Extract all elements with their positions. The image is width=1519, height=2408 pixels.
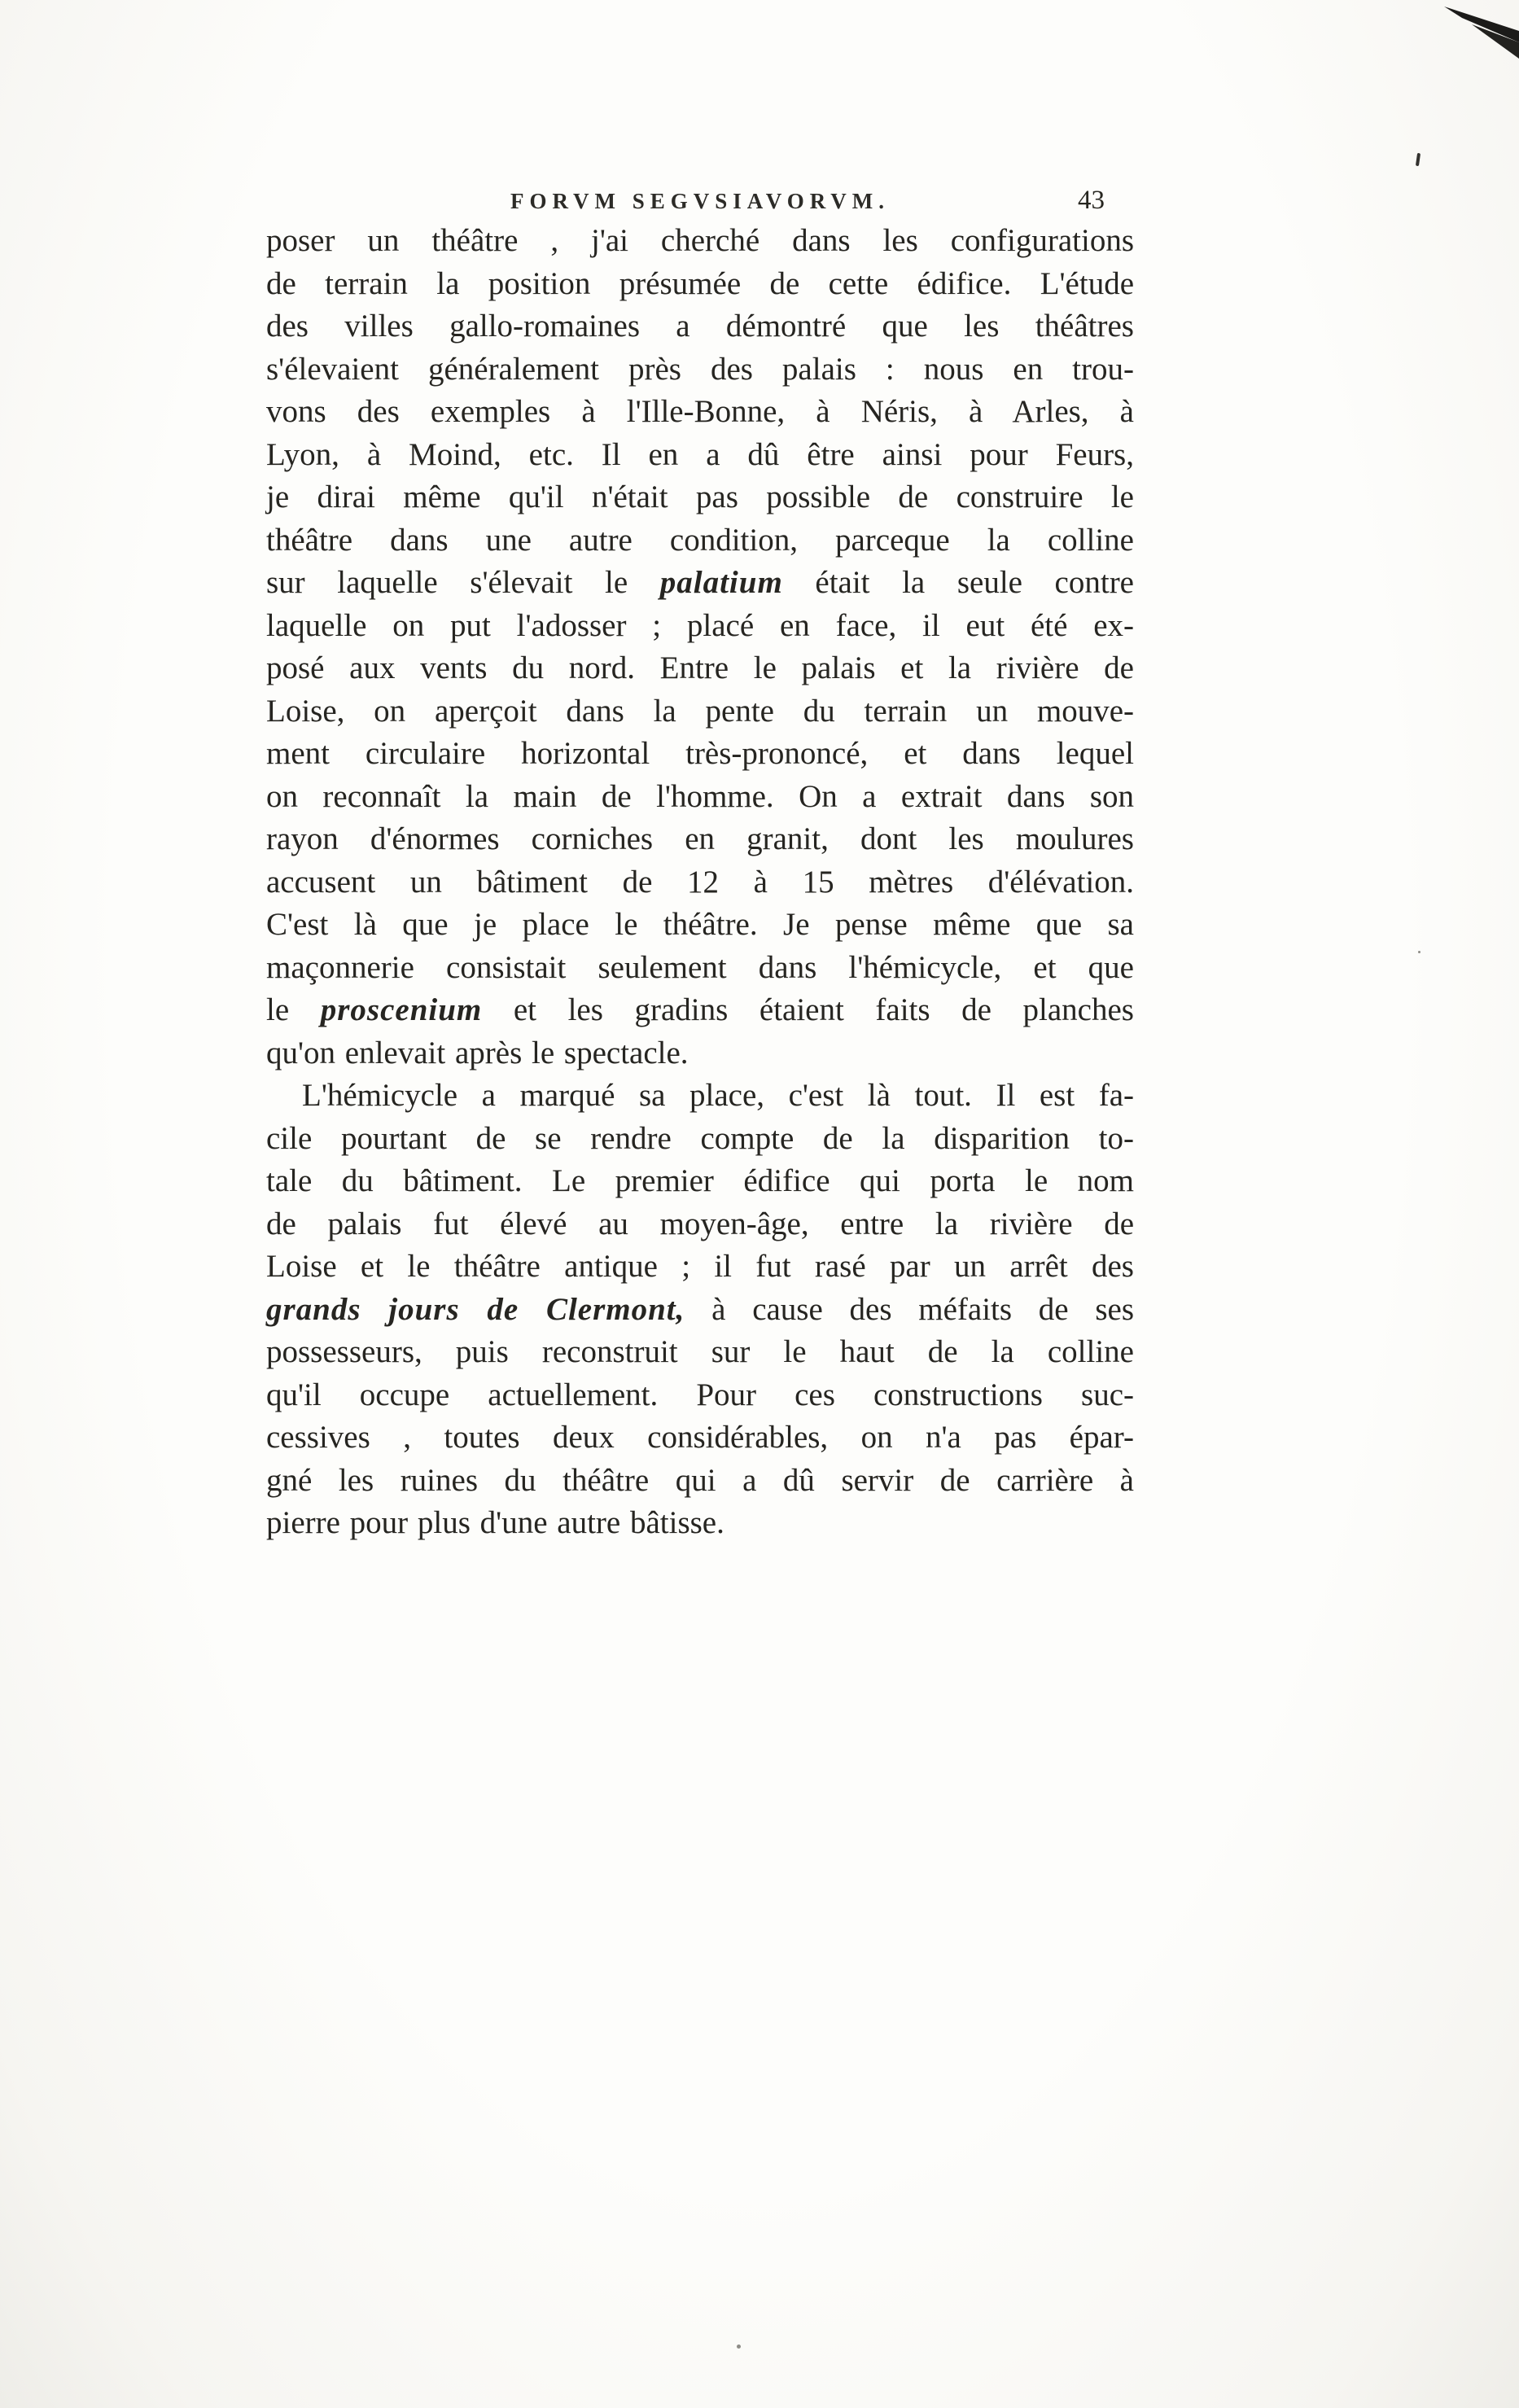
text-line bbox=[266, 733, 1134, 776]
text-line bbox=[266, 1289, 1134, 1332]
italic-text-segment: palatium bbox=[659, 565, 783, 600]
text-line bbox=[266, 776, 1134, 819]
text-line bbox=[266, 263, 1134, 306]
text-segment: des villes gallo-romaines a démontré que les théâtres bbox=[266, 309, 1134, 344]
text-segment: et les gradins étaient faits de planches bbox=[482, 992, 1134, 1027]
running-title: FORVM SEGVSIAVORVM. bbox=[510, 189, 891, 213]
text-segment: rayon d'énormes corniches en granit, dont les moulures bbox=[266, 821, 1134, 856]
text-segment: C'est là que je place le théâtre. Je pense même que sa bbox=[266, 907, 1134, 942]
text-line bbox=[266, 647, 1134, 690]
text-segment: Loise et le théâtre antique ; il fut rasé par un arrêt des bbox=[266, 1249, 1134, 1284]
text-segment: ment circulaire horizontal très-prononcé, et dans lequel bbox=[266, 736, 1134, 771]
text-line bbox=[266, 1160, 1134, 1203]
scan-artifact-corner-fold bbox=[1429, 0, 1519, 73]
text-segment: accusent un bâtiment de 12 à 15 mètres d'élévation. bbox=[266, 864, 1134, 900]
text-segment: maçonnerie consistait seulement dans l'hémicycle, et que bbox=[266, 949, 1134, 985]
text-segment: Lyon, à Moind, etc. Il en a dû être ainsi pour Feurs, bbox=[266, 436, 1134, 472]
text-line bbox=[266, 861, 1134, 904]
text-line bbox=[266, 690, 1134, 733]
italic-text-segment: proscenium bbox=[320, 992, 483, 1027]
text-segment: le bbox=[266, 992, 321, 1027]
text-line bbox=[266, 562, 1134, 605]
text-line bbox=[266, 1075, 1134, 1118]
text-line bbox=[266, 1374, 1134, 1417]
text-segment: s'élevaient généralement près des palais : nous en trou- bbox=[266, 351, 1134, 387]
text-line bbox=[266, 1203, 1134, 1246]
text-segment: poser un théâtre , j'ai cherché dans les configurations bbox=[266, 223, 1134, 258]
text-line bbox=[266, 818, 1134, 861]
text-segment: pierre pour plus d'une autre bâtisse. bbox=[266, 1505, 724, 1540]
paragraph bbox=[266, 1075, 1134, 1545]
text-line bbox=[266, 1246, 1134, 1289]
text-segment: qu'on enlevait après le spectacle. bbox=[266, 1035, 689, 1070]
text-segment: de palais fut élevé au moyen-âge, entre la rivière de bbox=[266, 1206, 1134, 1241]
text-line bbox=[266, 904, 1134, 947]
text-segment: Loise, on aperçoit dans la pente du terrain un mouve- bbox=[266, 693, 1134, 729]
text-segment: posé aux vents du nord. Entre le palais et la rivière de bbox=[266, 650, 1134, 685]
text-segment: laquelle on put l'adosser ; placé en face, il eut été ex- bbox=[266, 607, 1134, 643]
text-segment: tale du bâtiment. Le premier édifice qui porta le nom bbox=[266, 1163, 1134, 1198]
text-line bbox=[266, 391, 1134, 434]
text-line bbox=[266, 1460, 1134, 1503]
scan-artifact-speck bbox=[737, 2345, 741, 2349]
text-line bbox=[266, 1032, 1134, 1075]
text-line bbox=[266, 1416, 1134, 1460]
text-segment: à cause des méfaits de ses bbox=[685, 1291, 1135, 1327]
text-segment: était la seule contre bbox=[782, 565, 1134, 600]
text-line bbox=[266, 220, 1134, 263]
text-line bbox=[266, 519, 1134, 563]
text-line bbox=[266, 348, 1134, 392]
text-segment: gné les ruines du théâtre qui a dû servir de carrière à bbox=[266, 1462, 1134, 1498]
text-line bbox=[266, 1502, 1134, 1545]
text-segment: cile pourtant de se rendre compte de la disparition to- bbox=[266, 1120, 1134, 1156]
scan-artifact-mark bbox=[1416, 153, 1421, 166]
page-header bbox=[266, 186, 1134, 221]
text-segment: de terrain la position présumée de cette édifice. L'étude bbox=[266, 265, 1134, 301]
text-segment: possesseurs, puis reconstruit sur le haut de la colline bbox=[266, 1334, 1134, 1369]
italic-text-segment: grands jours de Clermont, bbox=[266, 1291, 685, 1327]
text-line bbox=[266, 1331, 1134, 1374]
text-line bbox=[266, 305, 1134, 348]
text-segment: qu'il occupe actuellement. Pour ces constructions suc- bbox=[266, 1377, 1134, 1412]
text-line bbox=[266, 476, 1134, 519]
text-line bbox=[266, 1118, 1134, 1161]
text-line bbox=[266, 989, 1134, 1032]
text-line bbox=[266, 605, 1134, 648]
text-segment: vons des exemples à l'Ille-Bonne, à Néris, à Arles, à bbox=[266, 394, 1134, 429]
text-segment: je dirai même qu'il n'était pas possible de construire le bbox=[266, 479, 1134, 514]
page-number: 43 bbox=[1078, 186, 1105, 215]
text-segment: sur laquelle s'élevait le bbox=[266, 565, 660, 600]
paragraph bbox=[266, 220, 1134, 1075]
text-line bbox=[266, 947, 1134, 990]
text-block bbox=[266, 220, 1134, 1545]
text-segment: L'hémicycle a marqué sa place, c'est là tout. Il est fa- bbox=[302, 1078, 1134, 1113]
text-segment: on reconnaît la main de l'homme. On a extrait dans son bbox=[266, 778, 1134, 814]
text-segment: théâtre dans une autre condition, parceque la colline bbox=[266, 522, 1134, 558]
scan-artifact-speck bbox=[1418, 951, 1421, 953]
text-segment: cessives , toutes deux considérables, on n'a pas épar- bbox=[266, 1420, 1134, 1455]
text-line bbox=[266, 434, 1134, 477]
